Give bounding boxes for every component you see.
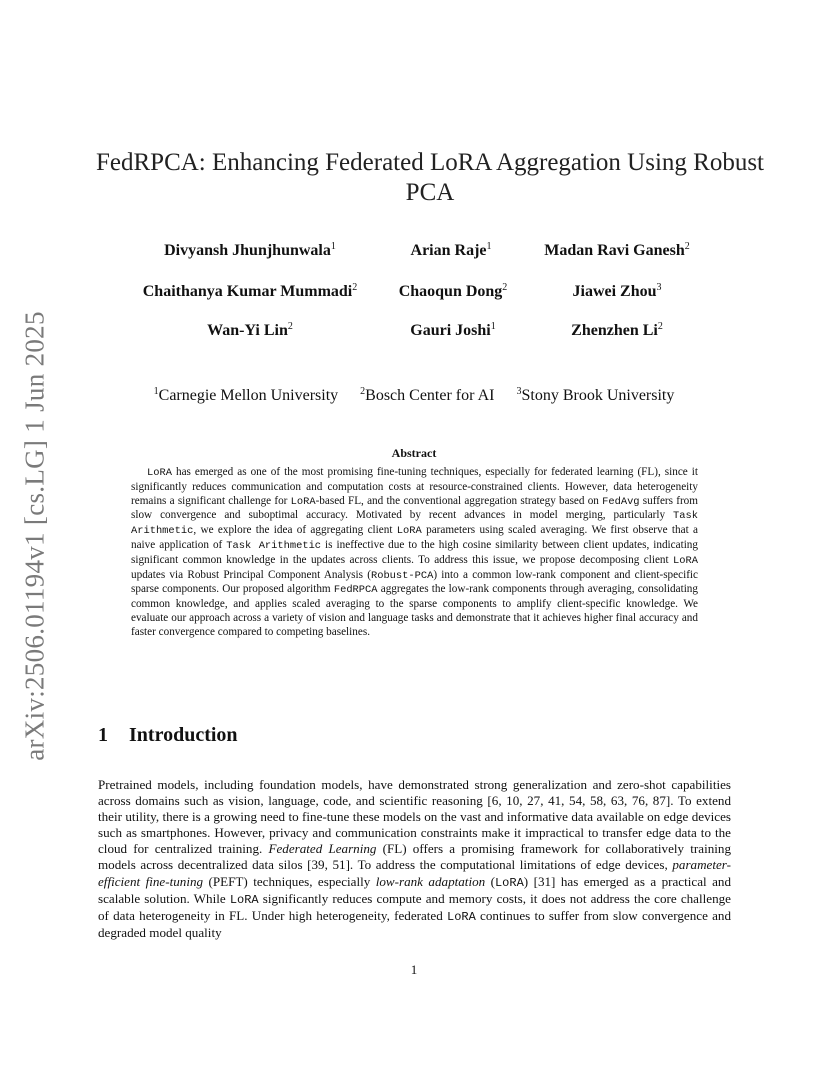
code-term: LoRA — [290, 495, 316, 508]
author-row-2 — [0, 282, 828, 304]
code-term: Task Arithmetic — [131, 510, 698, 538]
code-term: LoRA — [447, 909, 476, 924]
text-run: significantly reduces compute and memory costs, it does not address the core challenge of data heterogeneity in FL. Under high heterogeneity, federated — [98, 890, 731, 923]
author: Divyansh Jhunjhunwala$^1$ — [164, 241, 336, 259]
paper-title: FedRPCA: Enhancing Federated LoRA Aggregation Using Robust PCA — [95, 149, 764, 206]
affiliation: $^2$Bosch Center for AI — [360, 386, 495, 404]
author: Madan Ravi Ganesh$^2$ — [544, 241, 690, 259]
text-run: ) [31] has emerged as a practical and scalable solution. While — [98, 873, 732, 906]
text-run: -based FL, and the conventional aggregation strategy based on — [315, 494, 603, 507]
emphasized-term: Federated Learning — [268, 841, 377, 857]
section-number: 1 — [98, 724, 108, 746]
author: Jiawei Zhou$^3$ — [572, 282, 662, 300]
text-run: aggregates the low-rank components through averaging, consolidating common knowledge, and applies scaled averaging to the sparse components to amplify client-specific knowledge. We evaluate our approach across a variety of vision and language tasks and demonstrate that it achieves higher final accuracy and faster convergence compared to competing baselines. — [131, 583, 698, 638]
code-term: LoRA — [494, 875, 524, 890]
introduction-paragraph — [98, 777, 731, 941]
affiliation: $^1$Carnegie Mellon University — [153, 386, 339, 404]
code-term: FedRPCA — [333, 584, 378, 597]
text-run: is ineffective due to the high cosine similarity between client updates, indicating significant common knowledge in the updates across clients. To address this issue, we propose decomposing client — [131, 538, 698, 566]
text-run: parameters using scaled averaging. We first observe that a naive application of — [131, 524, 699, 551]
code-term: LoRA — [229, 892, 259, 907]
code-term: LoRA — [396, 525, 422, 538]
text-run: continues to suffer from slow convergence and degraded model quality — [98, 907, 732, 940]
code-term: LoRA — [673, 554, 698, 567]
author: Wan-Yi Lin$^2$ — [207, 321, 293, 339]
emphasized-term: low-rank adaptation — [375, 873, 486, 889]
page-number: 1 — [410, 962, 418, 977]
code-term: FedAvg — [602, 495, 640, 508]
text-run: updates via Robust Principal Component Analysis ( — [131, 568, 371, 581]
emphasized-term: parameter-efficient fine-tuning — [98, 857, 731, 889]
abstract-heading: Abstract — [391, 446, 437, 460]
text-run: ( — [485, 873, 495, 889]
author: Gauri Joshi$^1$ — [410, 321, 496, 339]
text-run: suffers from slow convergence and suboptimal accuracy. Motivated by recent advances in model merging, particularly — [131, 494, 698, 522]
text-run: (PEFT) techniques, especially — [203, 873, 376, 889]
text-run: Pretrained models, including foundation models, have demonstrated strong generalization and zero-shot capabilities across domains such as vision, language, code, and scientific reasoning [6, 10, 27, 41, 54, 58, 63, 76, 87]. To extend their utility, there is a growing need to fine-tune these models on the vast and informative data available on edge devices such as smartphones. However, privacy and communication constraints make it impractical to transfer edge data to the cloud for centralized training. — [98, 777, 731, 857]
abstract-text — [131, 466, 698, 640]
author-row-3 — [0, 321, 828, 343]
text-run: (FL) offers a promising framework for collaboratively training models across decentralized data silos [39, 51]. To address the computational limitations of edge devices, — [98, 841, 731, 873]
affiliation: $^3$Stony Brook University — [516, 386, 675, 404]
arxiv-identifier: arXiv:2506.01194v1 [cs.LG] 1 Jun 2025 — [19, 311, 50, 761]
text-run: , we explore the idea of aggregating client — [193, 524, 397, 537]
section-title: Introduction — [129, 724, 238, 746]
code-term: LoRA — [147, 467, 172, 479]
section-heading — [98, 724, 238, 747]
code-term: Robust-PCA — [370, 569, 434, 582]
author-row-1 — [0, 241, 828, 263]
affiliations — [0, 386, 828, 405]
code-term: Task Arithmetic — [226, 539, 322, 552]
text-run: has emerged as one of the most promising fine-tuning techniques, especially for federated learning (FL), since it significantly reduces communication and computation costs at resource-constrained clients. However, data heterogeneity remains a significant challenge for — [131, 466, 698, 507]
author: Arian Raje$^1$ — [410, 241, 492, 259]
author: Chaithanya Kumar Mummadi$^2$ — [142, 282, 358, 300]
author: Chaoqun Dong$^2$ — [398, 282, 508, 300]
text-run: ) into a common low-rank component and client-specific sparse components. Our proposed algorithm — [131, 568, 698, 596]
author: Zhenzhen Li$^2$ — [571, 321, 663, 339]
